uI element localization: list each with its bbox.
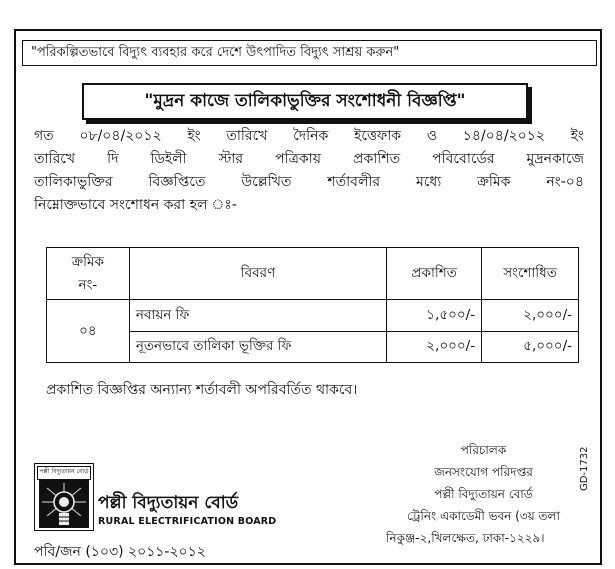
paragraph-line: নিম্নোক্তভাবে সংশোধন করা হল ঃ- — [34, 197, 237, 213]
closing-note: প্রকাশিত বিজ্ঞপ্তির অন্যান্য শর্তাবলী অপরিবর্তিত থাকবে। — [46, 382, 358, 398]
serial-cell: ০৪ — [47, 300, 130, 363]
signature-organization: পল্লী বিদ্যুতায়ন বোর্ড — [434, 487, 533, 501]
paragraph-line: তারিখে দি ডিইলী স্টার পত্রিকায় প্রকাশিত পবিবোর্ডের মুদ্রনকাজে — [34, 151, 584, 167]
header-amended: সংশোধিত — [482, 248, 579, 300]
row-description: নূতনভাবে তালিকা ভূক্তির ফি — [129, 331, 386, 363]
bulb-emblem-icon — [39, 480, 89, 528]
table-header-row — [47, 248, 579, 300]
header-description: বিবরণ — [129, 248, 386, 300]
row-amended: ২,০০০/- — [482, 300, 579, 332]
notice-title: "মুদ্রন কাজে তালিকাভুক্তির সংশোধনী বিজ্ঞপ্তি" — [82, 83, 528, 120]
signature-designation: পরিচালক — [460, 443, 507, 457]
row-description: নবায়ন ফি — [129, 300, 386, 332]
paragraph-line: তালিকাভুক্তির বিজ্ঞপ্তিতে উল্লেখিত শর্তাবলীর মধ্যে ক্রমিক নং-০৪ — [34, 174, 584, 190]
header-published: প্রকাশিত — [387, 248, 482, 300]
row-published: ২,০০০/- — [387, 331, 482, 363]
signature-block — [386, 439, 581, 549]
organization-name-bn: পল্লী বিদ্যুতায়ন বোর্ড — [98, 493, 239, 513]
row-amended: ৫,০০০/- — [482, 331, 579, 363]
gd-code: GD-1732 — [579, 446, 590, 491]
paragraph-line: গত ০৮/০৪/২০১২ ইং তারিখে দৈনিক ইত্তেফাক ও ১৪/০৪/২০১২ ইং — [34, 128, 584, 144]
amendment-table — [46, 247, 579, 363]
organization-name-en: RURAL ELECTRIFICATION BOARD — [98, 516, 277, 527]
header-serial-line2: নং- — [78, 276, 98, 293]
header-serial-line1: ক্রমিক — [71, 253, 104, 270]
notice-paragraph — [34, 125, 584, 217]
row-published: ১,৫০০/- — [387, 300, 482, 332]
header-serial — [47, 248, 130, 300]
memo-number: পবি/জন (১০৩) ২০১১-২০১২ — [34, 544, 206, 560]
signature-address-2: নিকুঞ্জ-২,খিলক্ষেত, ঢাকা-১২২৯। — [386, 531, 545, 545]
logo-caption: পল্লী বিদ্যুতায়ন বোর্ড — [37, 466, 91, 480]
slogan-banner: "পরিকল্পিতভাবে বিদ্যুৎ ব্যবহার করে দেশে উৎপাদিত বিদ্যুৎ সাশ্রয় করুন" — [22, 40, 597, 66]
signature-address-1: ট্রেনিং একাডেমী ভবন (৩য় তলা — [407, 509, 560, 523]
table-row — [47, 300, 579, 332]
reb-logo — [34, 463, 94, 531]
signature-department: জনসংযোগ পরিদপ্তর — [434, 465, 533, 479]
